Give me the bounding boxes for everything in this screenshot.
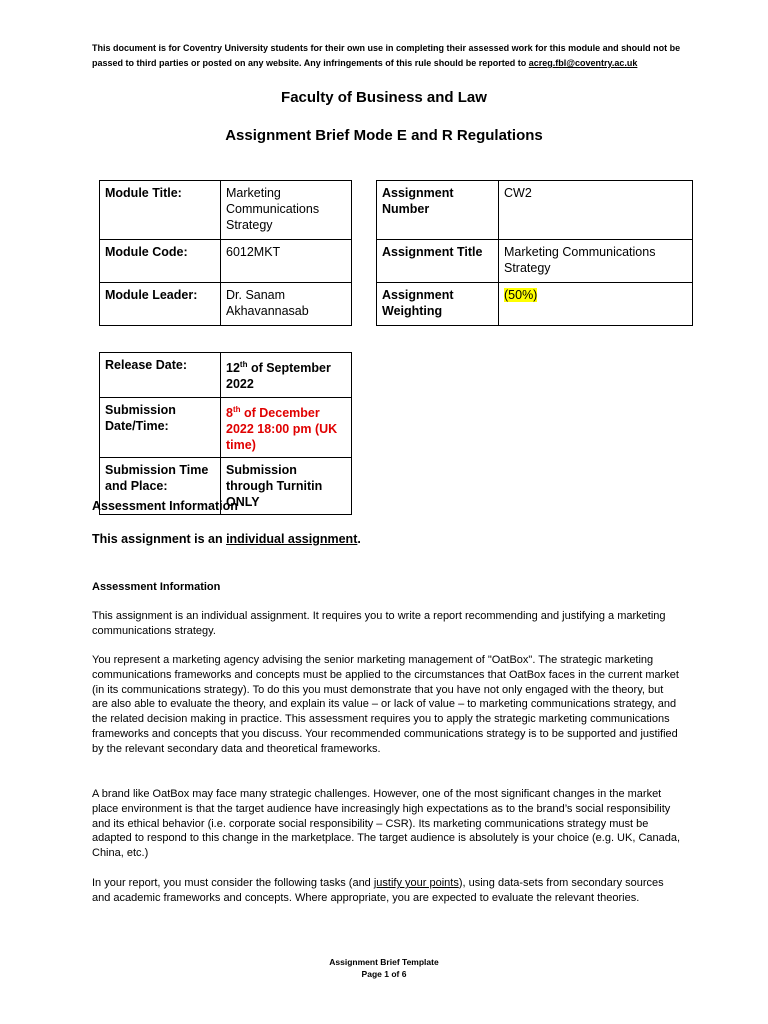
submission-place-value: Submission through Turnitin ONLY <box>221 458 352 515</box>
footer-template-label: Assignment Brief Template <box>329 957 439 967</box>
brief-title: Assignment Brief Mode E and R Regulations <box>225 127 543 144</box>
usage-notice-text: This document is for Coventry University students for their own use in completing their assessed work for this module and should not be passed to third parties or posted on any website. Any infringements of this rule should be reported to <box>92 43 681 68</box>
assignment-number-label: Assignment Number <box>377 181 499 240</box>
footer-page-number: Page 1 of 6 <box>361 969 407 979</box>
assignment-info-table <box>376 180 693 326</box>
assessment-subheading: Assessment Information <box>92 581 221 593</box>
assignment-number-value: CW2 <box>499 181 693 240</box>
module-leader-value: Dr. Sanam Akhavannasab <box>221 283 352 326</box>
submission-dates-table <box>99 352 352 515</box>
release-date-value: 12th of September 2022 <box>221 353 352 398</box>
assignment-title-value: Marketing Communications Strategy <box>499 240 693 283</box>
individual-assignment-text: individual assignment <box>226 532 358 546</box>
usage-notice <box>92 41 692 71</box>
assignment-weighting-cell <box>499 283 693 326</box>
module-title-value: Marketing Communications Strategy <box>221 181 352 240</box>
module-title-label: Module Title: <box>100 181 221 240</box>
submission-date-label: Submission Date/Time: <box>100 398 221 458</box>
justify-points-text: justify your points <box>373 877 459 889</box>
individual-assignment-line: This assignment is an individual assignment. <box>92 532 361 546</box>
submission-date-value: 8th of December 2022 18:00 pm (UK time) <box>221 398 352 458</box>
assignment-weighting-value: (50%) <box>504 288 538 302</box>
module-code-label: Module Code: <box>100 240 221 283</box>
module-info-table <box>99 180 352 326</box>
assignment-title-label: Assignment Title <box>377 240 499 283</box>
paragraph-csr: A brand like OatBox may face many strategic challenges. However, one of the most significant changes in the market place environment is that the target audience have increasingly high expectations as to the brand’s social responsibility and its ethical behavior (i.e. corporate social responsibility – CSR). Its marketing communications strategy must be adapted to respond to this change in the marketplace. The target audience is absolutely is your choice (e.g. UK, Canada, China, etc.) <box>92 788 681 860</box>
submission-place-label: Submission Time and Place: <box>100 458 221 515</box>
module-code-value: 6012MKT <box>221 240 352 283</box>
report-email-link[interactable]: acreg.fbl@coventry.ac.uk <box>528 58 638 68</box>
module-leader-label: Module Leader: <box>100 283 221 326</box>
paragraph-tasks: In your report, you must consider the following tasks (and justify your points), using data-sets from secondary sources and academic frameworks and concepts. Where appropriate, you are expected to evaluate the relevant theories. <box>92 877 664 904</box>
release-date-label: Release Date: <box>100 353 221 398</box>
paragraph-intro: This assignment is an individual assignment. It requires you to write a report recommending and justifying a marketing communications strategy. <box>92 610 666 637</box>
assignment-weighting-label: Assignment Weighting <box>377 283 499 326</box>
faculty-title: Faculty of Business and Law <box>281 89 487 106</box>
paragraph-oatbox: You represent a marketing agency advising the senior marketing management of "OatBox". The strategic marketing communications frameworks and concepts must be applied to the circumstances that OatBox faces in the current market (in its communications strategy). To do this you must demonstrate that you have not only engaged with the theory, but are also able to evaluate the theory, and explain its value – or lack of value – to marketing communications strategy, and the related decision making in practice. This assessment requires you to apply the strategic marketing communications frameworks and concepts that you discuss. Your recommended communications strategy is to be supported and justified by the relevant secondary data and theoretical frameworks. <box>92 654 679 755</box>
assessment-heading: Assessment Information <box>92 499 238 513</box>
